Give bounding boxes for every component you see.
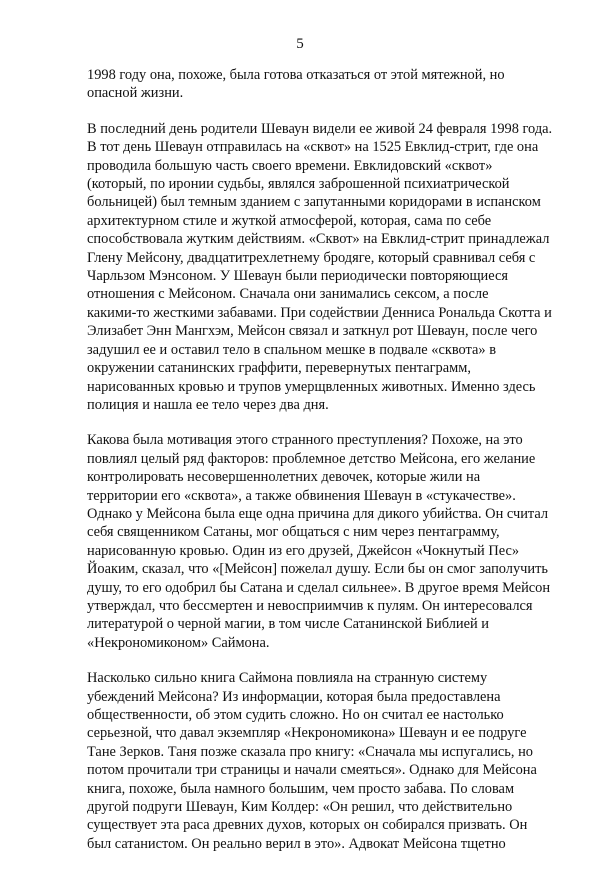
text-line: повлиял целый ряд факторов: проблемное детство Мейсона, его желание: [87, 450, 536, 467]
text-line: убеждений Мейсона? Из информации, которая была предоставлена: [87, 688, 501, 705]
text-line: общественности, об этом судить сложно. Но он считал ее настолько: [87, 707, 504, 723]
text-line: себя священником Сатаны, мог общаться с ним через пентаграмму,: [87, 524, 500, 541]
text-line: Элизабет Энн Мангхэм, Мейсон связал и заткнул рот Шеваун, после чего: [87, 323, 538, 340]
text-line: контролировать несовершеннолетних девочек, которые жили на: [87, 469, 481, 486]
text-line: полиция и нашла ее тело через два дня.: [87, 396, 329, 413]
text-line: нарисованных кровью и трупов умерщвленных животных. Именно здесь: [87, 378, 536, 395]
text-line: Тане Зерков. Таня позже сказала про книгу: «Сначала мы испугались, но: [87, 743, 533, 760]
paragraph: [87, 669, 537, 853]
text-line: отношения с Мейсоном. Сначала они занимались сексом, а после: [87, 286, 489, 303]
text-line: задушил ее и оставил тело в спальном мешке в подвале «сквота» в: [87, 341, 496, 358]
text-line: территории его «сквота», а также обвинения Шеваун в «стукачестве».: [87, 487, 516, 504]
text-line: Однако у Мейсона была еще одна причина для дикого убийства. Он считал: [87, 505, 549, 522]
text-line: литературой о черной магии, в том числе Сатанинской Библией и: [87, 616, 489, 633]
text-line: другой подруги Шеваун, Ким Колдер: «Он решил, что действительно: [87, 799, 513, 816]
text-line: Глену Мейсону, двадцатитрехлетнему бродяге, который сравнивал себя с: [87, 249, 536, 266]
text-line: какими-то жесткими забавами. При содействии Денниса Рональда Скотта и: [87, 304, 552, 321]
text-line: Насколько сильно книга Саймона повлияла на странную систему: [87, 670, 488, 687]
body-text: [87, 66, 553, 870]
text-line: окружении сатанинских граффити, перевернутых пентаграмм,: [87, 360, 471, 377]
text-line: потом прочитали три страницы и начали смеяться». Однако для Мейсона: [87, 762, 537, 779]
text-line: 1998 году она, похоже, была готова отказаться от этой мятежной, но: [87, 67, 505, 83]
text-line: проводила большую часть своего времени. Евклидовский «сквот»: [87, 157, 493, 174]
paragraph: [87, 431, 551, 652]
text-line: опасной жизни.: [87, 85, 184, 102]
text-line: был сатанистом. Он реально верил в это». Адвокат Мейсона тщетно: [87, 835, 506, 852]
text-line: душу, то его одобрил бы Сатана и сделал сильнее». В другое время Мейсон: [87, 579, 551, 596]
text-line: В тот день Шеваун отправилась на «сквот» на 1525 Евклид-стрит, где она: [87, 139, 539, 156]
text-line: способствовала жутким действиям. «Сквот» на Евклид-стрит принадлежал: [87, 231, 550, 248]
text-line: В последний день родители Шеваун видели ее живой 24 февраля 1998 года.: [87, 120, 553, 137]
paragraph: [87, 120, 553, 415]
text-line: нарисованную кровью. Один из его друзей, Джейсон «Чокнутый Пес»: [87, 542, 520, 559]
page-number: 5: [296, 36, 304, 52]
text-line: Какова была мотивация этого странного преступления? Похоже, на это: [87, 432, 523, 449]
text-line: книга, похоже, была намного большим, чем просто забава. По словам: [87, 780, 515, 797]
text-line: больницей) был темным зданием с запутанными коридорами в испанском: [87, 194, 541, 211]
text-line: (который, по иронии судьбы, являлся заброшенной психиатрической: [87, 176, 510, 193]
text-line: Чарльзом Мэнсоном. У Шеваун были периодически повторяющиеся: [87, 268, 508, 285]
text-line: «Некрономиконом» Саймона.: [87, 634, 270, 651]
paragraph: [87, 66, 527, 103]
text-line: утверждал, что бессмертен и невосприимчив к пулям. Он интересовался: [87, 597, 533, 614]
text-line: Йоаким, сказал, что «[Мейсон] пожелал душу. Если бы он смог заполучить: [87, 561, 548, 578]
text-line: архитектурном стиле и жуткой атмосферой, которая, сама по себе: [87, 212, 492, 229]
text-line: серьезной, что давал экземпляр «Некрономикона» Шеваун и ее подруге: [87, 725, 527, 742]
text-line: существует эта раса древних духов, которых он собирался призвать. Он: [87, 817, 528, 834]
